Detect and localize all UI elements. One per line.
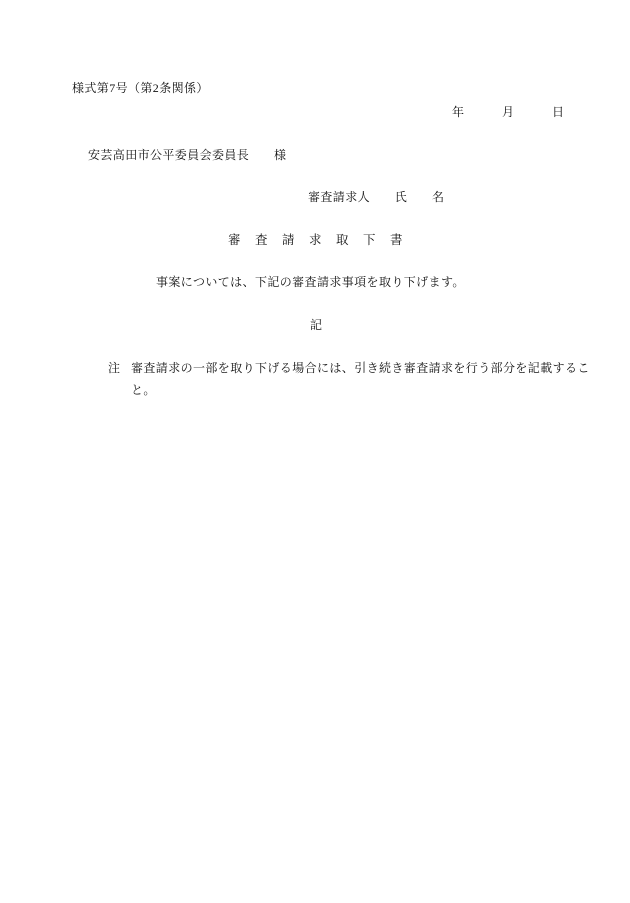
date-line: 年 月 日 bbox=[452, 105, 565, 119]
applicant-name-label: 審査請求人 氏 名 bbox=[308, 190, 445, 204]
ki-mark: 記 bbox=[310, 318, 323, 332]
note-label: 注 bbox=[108, 361, 121, 375]
addressee: 安芸高田市公平委員会委員長 様 bbox=[88, 148, 287, 162]
document-title: 審 査 請 求 取 下 書 bbox=[228, 233, 404, 247]
note-text-line-2: と。 bbox=[131, 383, 156, 397]
note-text-line-1: 審査請求の一部を取り下げる場合には、引き続き審査請求を行う部分を記載するこ bbox=[131, 361, 590, 375]
body-statement: 事案については、下記の審査請求事項を取り下げます。 bbox=[156, 275, 465, 289]
form-number: 様式第7号（第2条関係） bbox=[72, 81, 209, 95]
